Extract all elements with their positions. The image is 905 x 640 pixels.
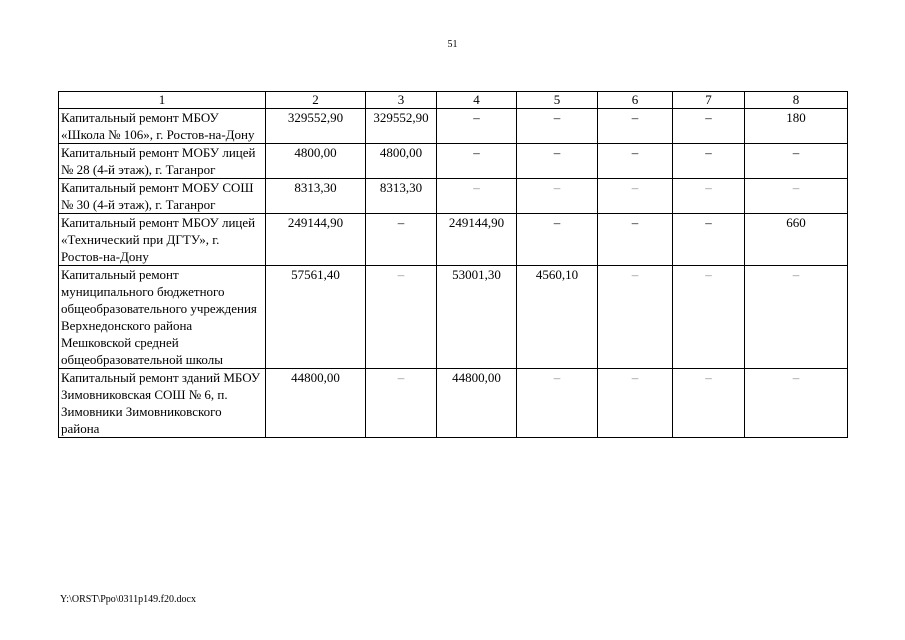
column-header: 7 [673, 92, 745, 109]
table-row [59, 179, 848, 214]
value-cell: 44800,00 [266, 369, 366, 438]
value-cell: 53001,30 [437, 266, 517, 369]
project-name-cell: Капитальный ремонт зданий МБОУ Зимовниковская СОШ № 6, п. Зимовники Зимовниковского района [59, 369, 266, 438]
column-header: 3 [366, 92, 437, 109]
value-cell: – [437, 144, 517, 179]
project-name-cell: Капитальный ремонт МОБУ СОШ № 30 (4-й этаж), г. Таганрог [59, 179, 266, 214]
value-cell: – [673, 144, 745, 179]
column-header: 1 [59, 92, 266, 109]
value-cell: – [673, 179, 745, 214]
value-cell: – [673, 266, 745, 369]
value-cell: 660 [745, 214, 848, 266]
column-header: 8 [745, 92, 848, 109]
value-cell: – [366, 214, 437, 266]
column-header: 2 [266, 92, 366, 109]
value-cell: 329552,90 [366, 109, 437, 144]
table-row [59, 109, 848, 144]
budget-table [58, 91, 848, 438]
value-cell: – [437, 179, 517, 214]
value-cell: – [437, 109, 517, 144]
value-cell: – [517, 179, 598, 214]
value-cell: – [598, 144, 673, 179]
value-cell: 4800,00 [366, 144, 437, 179]
column-header: 5 [517, 92, 598, 109]
project-name-cell: Капитальный ремонт МОБУ лицей № 28 (4-й этаж), г. Таганрог [59, 144, 266, 179]
value-cell: – [517, 369, 598, 438]
table-header-row [59, 92, 848, 109]
value-cell: 8313,30 [366, 179, 437, 214]
project-name-cell: Капитальный ремонт МБОУ «Школа № 106», г. Ростов-на-Дону [59, 109, 266, 144]
value-cell: – [517, 109, 598, 144]
column-header: 4 [437, 92, 517, 109]
value-cell: – [745, 369, 848, 438]
value-cell: – [366, 369, 437, 438]
value-cell: 57561,40 [266, 266, 366, 369]
value-cell: – [598, 369, 673, 438]
value-cell: – [745, 266, 848, 369]
value-cell: – [673, 109, 745, 144]
value-cell: 44800,00 [437, 369, 517, 438]
value-cell: 329552,90 [266, 109, 366, 144]
table-row [59, 266, 848, 369]
value-cell: – [517, 144, 598, 179]
project-name-cell: Капитальный ремонт МБОУ лицей «Технический при ДГТУ», г. Ростов-на-Дону [59, 214, 266, 266]
value-cell: – [598, 109, 673, 144]
column-header: 6 [598, 92, 673, 109]
value-cell: – [598, 214, 673, 266]
table-row [59, 214, 848, 266]
page-number: 51 [447, 39, 458, 50]
value-cell: 4560,10 [517, 266, 598, 369]
table-row [59, 144, 848, 179]
value-cell: – [673, 214, 745, 266]
value-cell: – [517, 214, 598, 266]
value-cell: – [745, 179, 848, 214]
value-cell: – [745, 144, 848, 179]
table-row [59, 369, 848, 438]
value-cell: – [673, 369, 745, 438]
value-cell: – [598, 266, 673, 369]
value-cell: 249144,90 [437, 214, 517, 266]
value-cell: 249144,90 [266, 214, 366, 266]
document-file-path: Y:\ORST\Ppo\0311p149.f20.docx [60, 594, 196, 605]
value-cell: 180 [745, 109, 848, 144]
value-cell: 8313,30 [266, 179, 366, 214]
value-cell: 4800,00 [266, 144, 366, 179]
value-cell: – [366, 266, 437, 369]
value-cell: – [598, 179, 673, 214]
project-name-cell: Капитальный ремонт муниципального бюджетного общеобразовательного учреждения Верхнедонского района Мешковской средней общеобразовательной школы [59, 266, 266, 369]
